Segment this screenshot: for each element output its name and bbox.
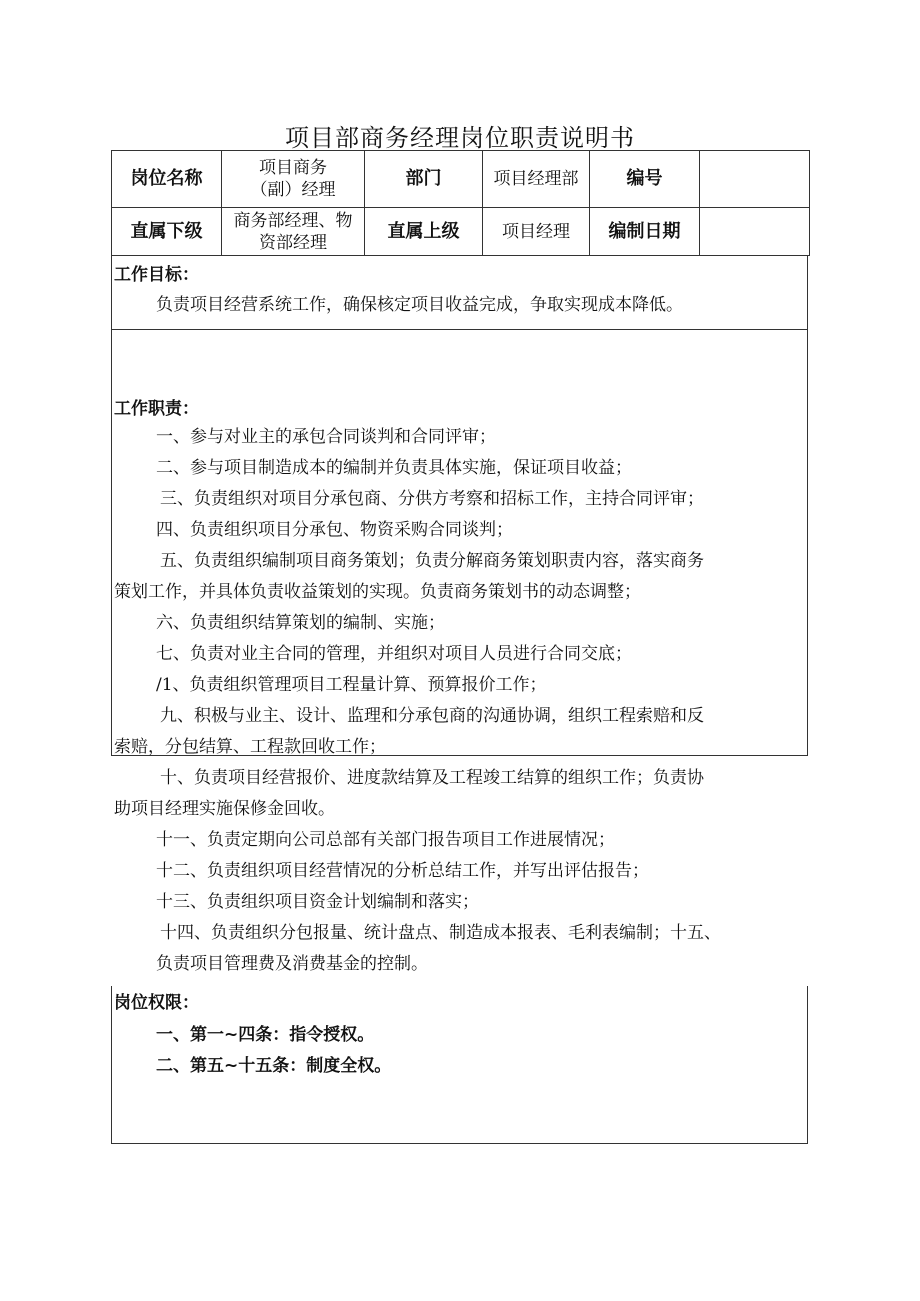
authority-section (111, 986, 808, 1144)
position-name-value (222, 151, 365, 208)
duty-line: 十一、负责定期向公司总部有关部门报告项目工作进展情况； (156, 830, 615, 850)
duty-line: 五、负责组织编制项目商务策划；负责分解商务策划职责内容，落实商务 (160, 551, 704, 571)
duty-line: 十三、负责组织项目资金计划编制和落实； (156, 892, 479, 912)
position-name-line-2: （副）经理 (250, 180, 336, 200)
date-label: 编制日期 (590, 208, 700, 256)
department-value: 项目经理部 (483, 151, 590, 208)
authority-line: 二、第五~十五条：制度全权。 (156, 1056, 392, 1076)
subordinate-value (222, 208, 365, 256)
authority-line: 一、第一~四条：指令授权。 (156, 1025, 375, 1045)
subordinate-line-2: 资部经理 (259, 232, 327, 253)
goal-text: 负责项目经营系统工作，确保核定项目收益完成，争取实现成本降低。 (156, 295, 683, 315)
duty-line: 十四、负责组织分包报量、统计盘点、制造成本报表、毛利表编制；十五、 (160, 923, 721, 943)
position-name-line-1: 项目商务 (259, 158, 327, 178)
duty-line: 三、负责组织对项目分承包商、分供方考察和招标工作，主持合同评审； (160, 489, 704, 509)
duty-line: 二、参与项目制造成本的编制并负责具体实施，保证项目收益； (156, 458, 632, 478)
document-title: 项目部商务经理岗位职责说明书 (285, 124, 635, 152)
date-value (700, 208, 810, 256)
department-label: 部门 (365, 151, 483, 208)
goal-section (111, 256, 808, 330)
number-label: 编号 (590, 151, 700, 208)
duty-line: /1、负责组织管理项目工程量计算、预算报价工作； (156, 675, 547, 695)
authority-heading: 岗位权限： (114, 993, 199, 1013)
duties-section (111, 330, 808, 974)
duty-line: 四、负责组织项目分承包、物资采购合同谈判； (156, 520, 513, 540)
superior-value: 项目经理 (483, 208, 590, 256)
duty-line: 一、参与对业主的承包合同谈判和合同评审； (156, 427, 496, 447)
duty-line: 十、负责项目经营报价、进度款结算及工程竣工结算的组织工作；负责协 (160, 768, 704, 788)
info-row-1 (112, 151, 810, 208)
subordinate-label: 直属下级 (112, 208, 222, 256)
duty-line: 七、负责对业主合同的管理，并组织对项目人员进行合同交底； (156, 644, 632, 664)
info-table (111, 150, 810, 256)
duty-line: 十二、负责组织项目经营情况的分析总结工作，并写出评估报告； (156, 861, 649, 881)
info-row-2 (112, 208, 810, 256)
duty-line: 六、负责组织结算策划的编制、实施； (156, 613, 445, 633)
duty-line: 索赔，分包结算、工程款回收工作； (114, 737, 386, 757)
superior-label: 直属上级 (365, 208, 483, 256)
duty-line: 九、积极与业主、设计、监理和分承包商的沟通协调，组织工程索赔和反 (160, 706, 704, 726)
duty-line: 助项目经理实施保修金回收。 (114, 799, 335, 819)
position-name-label: 岗位名称 (112, 151, 222, 208)
number-value (700, 151, 810, 208)
duties-heading: 工作职责： (114, 399, 199, 419)
duty-line: 策划工作，并具体负责收益策划的实现。负责商务策划书的动态调整； (114, 582, 641, 602)
duty-line: 负责项目管理费及消费基金的控制。 (156, 954, 428, 974)
subordinate-line-1: 商务部经理、物 (233, 210, 353, 231)
goal-heading: 工作目标： (114, 265, 199, 285)
